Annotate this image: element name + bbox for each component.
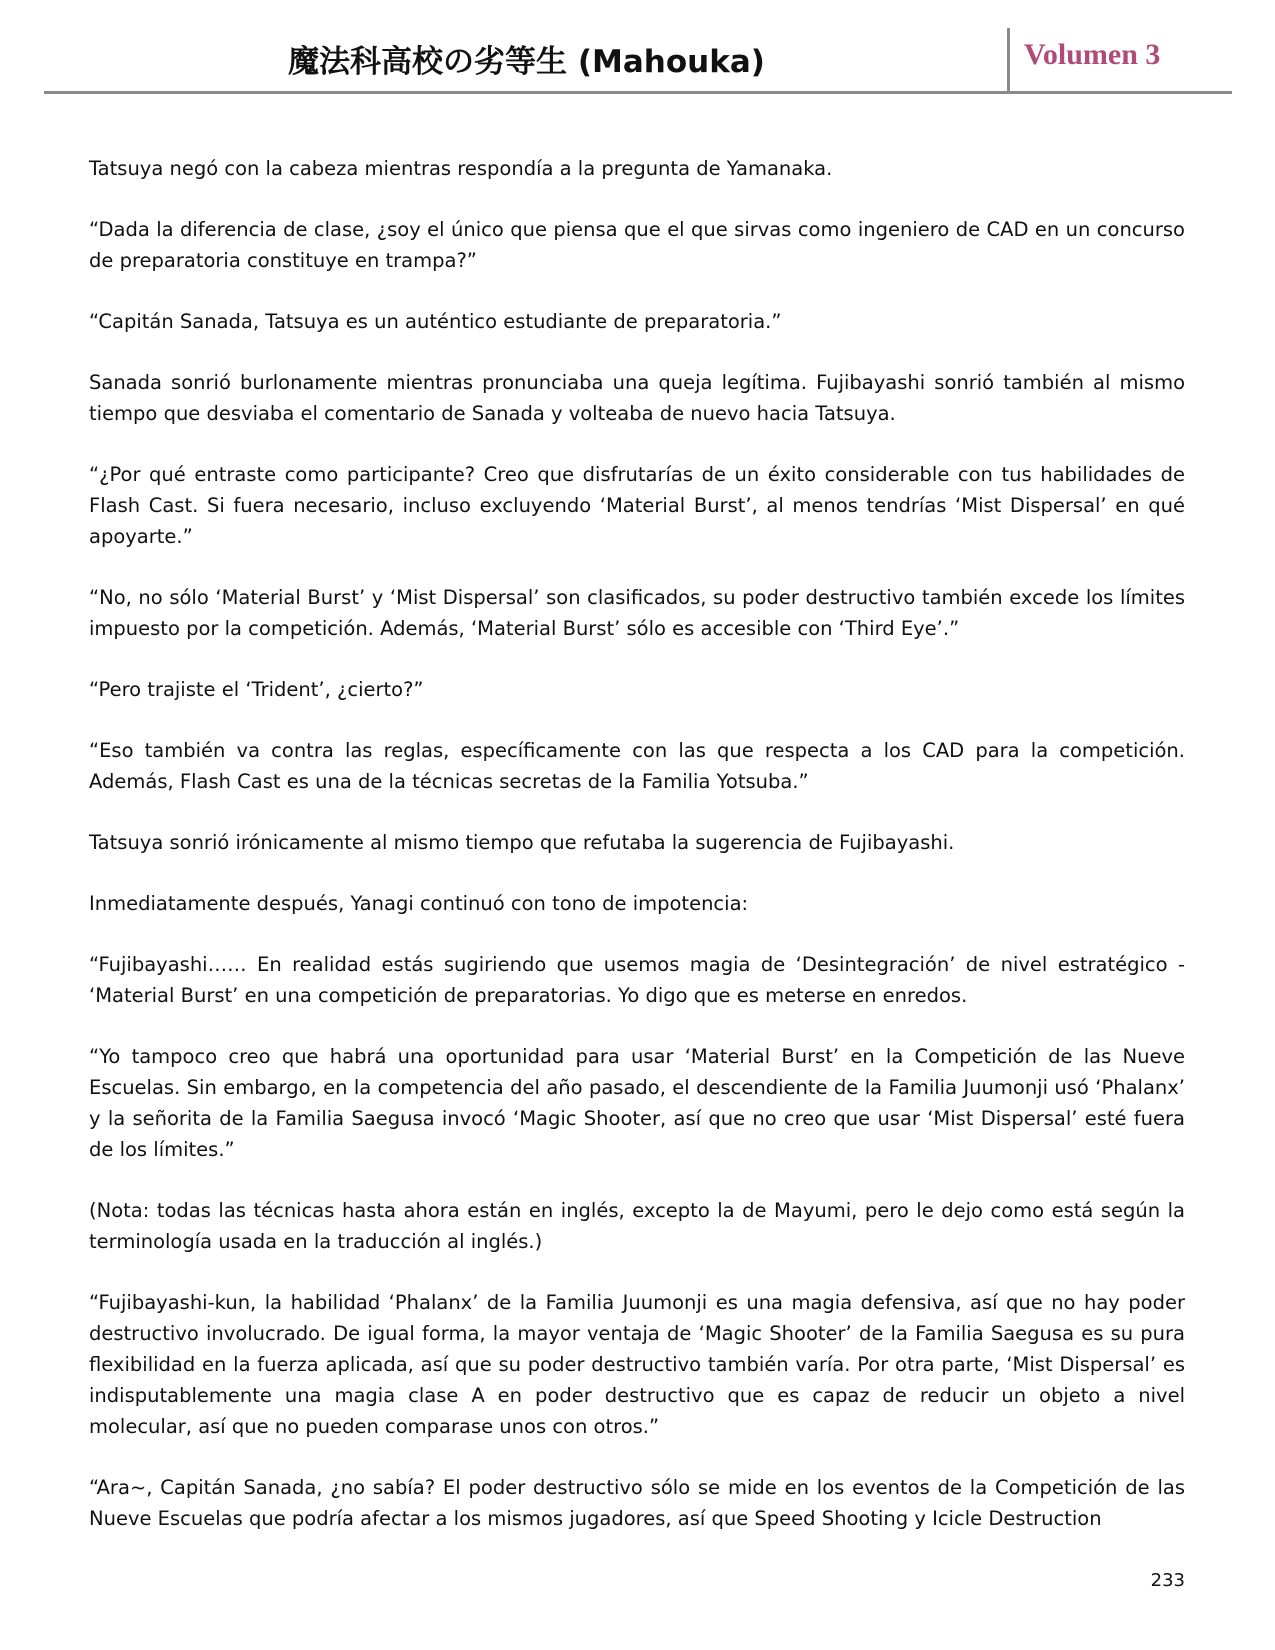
page-number: 233 xyxy=(1150,1570,1185,1591)
header-rule xyxy=(44,91,1232,94)
paragraph: “Eso también va contra las reglas, específicamente con las que respecta a los CAD para la competición. Además, Flash Cast es una de la técnicas secretas de la Familia Yotsuba.” xyxy=(89,739,1185,793)
body-text xyxy=(89,153,1185,1564)
paragraph: Tatsuya sonrió irónicamente al mismo tiempo que refutaba la sugerencia de Fujibayashi. xyxy=(89,831,955,854)
paragraph: Tatsuya negó con la cabeza mientras respondía a la pregunta de Yamanaka. xyxy=(89,157,833,180)
paragraph: “Dada la diferencia de clase, ¿soy el único que piensa que el que sirvas como ingeniero de CAD en un concurso de preparatoria constituye en trampa?” xyxy=(89,218,1185,272)
header-divider xyxy=(1007,28,1010,92)
paragraph: “Fujibayashi-kun, la habilidad ‘Phalanx’ de la Familia Juumonji es una magia defensiva, así que no hay poder destructivo involucrado. De igual forma, la mayor ventaja de ‘Magic Shooter’ de la Familia Saegusa es su pura flexibilidad en la fuerza aplicada, así que su poder destructivo también varía. Por otra parte, ‘Mist Dispersal’ es indisputablemente una magia clase A en poder destructivo que es capaz de reducir un objeto a nivel molecular, así que no pueden comparase unos con otros.” xyxy=(89,1291,1185,1438)
paragraph: “Yo tampoco creo que habrá una oportunidad para usar ‘Material Burst’ en la Competición de las Nueve Escuelas. Sin embargo, en la competencia del año pasado, el descendiente de la Familia Juumonji usó ‘Phalanx’ y la señorita de la Familia Saegusa invocó ‘Magic Shooter, así que no creo que usar ‘Mist Dispersal’ esté fuera de los límites.” xyxy=(89,1045,1185,1161)
paragraph: Sanada sonrió burlonamente mientras pronunciaba una queja legítima. Fujibayashi sonrió también al mismo tiempo que desviaba el comentario de Sanada y volteaba de nuevo hacia Tatsuya. xyxy=(89,371,1185,425)
book-title: 魔法科高校の劣等生 (Mahouka) xyxy=(288,44,765,80)
paragraph: Inmediatamente después, Yanagi continuó con tono de impotencia: xyxy=(89,892,749,915)
paragraph: “¿Por qué entraste como participante? Creo que disfrutarías de un éxito considerable con tus habilidades de Flash Cast. Si fuera necesario, incluso excluyendo ‘Material Burst’, al menos tendrías ‘Mist Dispersal’ en qué apoyarte.” xyxy=(89,463,1185,548)
paragraph: “No, no sólo ‘Material Burst’ y ‘Mist Dispersal’ son clasificados, su poder destructivo también excede los límites impuesto por la competición. Además, ‘Material Burst’ sólo es accesible con ‘Third Eye’.” xyxy=(89,586,1185,640)
volume-label: Volumen 3 xyxy=(1024,38,1161,71)
paragraph: “Pero trajiste el ‘Trident’, ¿cierto?” xyxy=(89,678,424,701)
page-header xyxy=(44,28,1232,94)
paragraph: “Ara~, Capitán Sanada, ¿no sabía? El poder destructivo sólo se mide en los eventos de la Competición de las Nueve Escuelas que podría afectar a los mismos jugadores, así que Speed Shooting y Icicle Destruction xyxy=(89,1476,1185,1530)
paragraph: (Nota: todas las técnicas hasta ahora están en inglés, excepto la de Mayumi, pero le dejo como está según la terminología usada en la traducción al inglés.) xyxy=(89,1199,1185,1253)
paragraph: “Fujibayashi…… En realidad estás sugiriendo que usemos magia de ‘Desintegración’ de nivel estratégico - ‘Material Burst’ en una competición de preparatorias. Yo digo que es meterse en enredos. xyxy=(89,953,1185,1007)
paragraph: “Capitán Sanada, Tatsuya es un auténtico estudiante de preparatoria.” xyxy=(89,310,782,333)
